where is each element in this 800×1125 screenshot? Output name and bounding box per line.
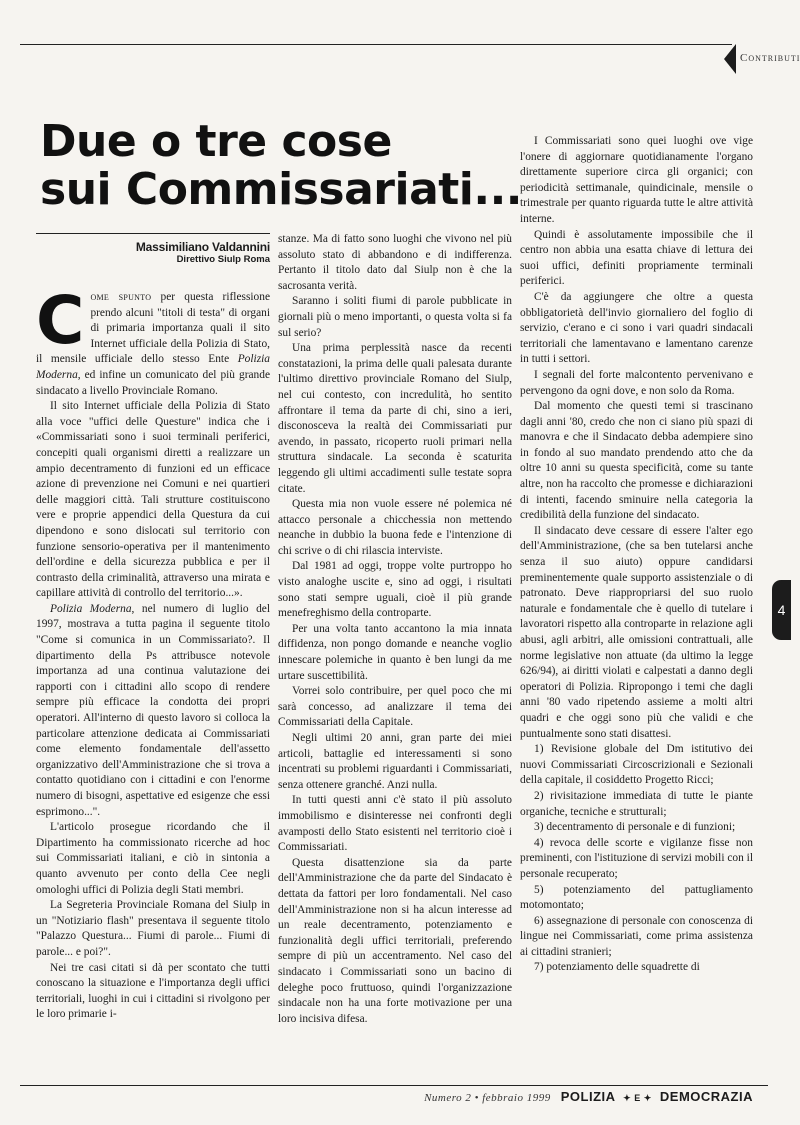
brand-separator: ✦ E ✦ — [623, 1093, 652, 1103]
list-item: 6) assegnazione di personale con conoscenza di lingue nei Commissariati, come prima assistenza ai cittadini stranieri; — [520, 914, 753, 958]
page-number-tab — [772, 580, 791, 640]
brand-polizia: POLIZIA — [560, 1089, 616, 1104]
footer — [424, 1089, 753, 1104]
paragraph: I Commissariati sono quei luoghi ove vige l'onere di aggiornare quotidianamente l'organo direttamente superiore circa gli organici; con periodicità settimanale, quindicinale, mensile o trimestrale per quanto riguarda tutte le altre attività interne. — [520, 135, 753, 225]
section-arrow-icon — [724, 44, 736, 74]
byline — [36, 233, 270, 265]
headline-line-2: sui Commissariati... — [40, 164, 523, 215]
lead-text: per questa riflessione prendo alcuni "titoli di testa" di organi di primaria importanza quali il sito Internet ufficiale della Polizia di Stato, il mensile ufficiale dello stesso Ente — [36, 291, 270, 366]
paragraph: La Segreteria Provinciale Romana del Siulp in un "Notiziario flash" presentava il seguente titolo "Palazzo Questura... Fiumi di parole... Fiumi di parole... e poi?". — [36, 899, 270, 958]
section-label: Contributi — [740, 52, 800, 64]
magazine-name: Polizia Moderna — [36, 353, 270, 381]
paragraph: Il sito Internet ufficiale della Polizia di Stato alla voce "uffici delle Questure" indica che i «Commissariati sono i suoi terminali periferici, concepiti quali organismi diretti a realizzare un ampio decentramento di funzioni ed un efficace azione di prevenzione nei Comuni e nei quartieri delle maggiori città. Tali strutture costituiscono vere e proprie appendici della Questura da cui dipendono e sono dislocati sul territorio con funzione sensorio-operativa per il mantenimento dell'ordine e della sicurezza pubblica e per il contrasto della criminalità, attraverso una mirata e capillare attività di controllo del territorio...». — [36, 400, 270, 600]
top-rule — [20, 44, 732, 45]
section-tab — [724, 44, 800, 74]
issue-info: Numero 2 • febbraio 1999 — [424, 1092, 551, 1104]
paragraph: Quindi è assolutamente impossibile che il centro non abbia una esatta chiave di lettura dei suoi uffici, definiti propriamente terminali periferici. — [520, 228, 753, 288]
article-headline — [40, 118, 530, 214]
paragraph: Dal momento che questi temi si trascinano dagli anni '80, credo che non ci siano più spazi di manovra e che il Sindacato debba adempiere sino in fondo al suo mandato prendendo atto che da oltre 10 anni su questa specificità, come su tante altre, non ha raccolto che promesse e dichiarazioni di intenti, facendo sminuire nella categoria la credibilità della funzione del sindacato. — [520, 400, 753, 522]
paragraph: Saranno i soliti fiumi di parole pubblicate in giornali più o meno importanti, o questa volta si fa sul serio? — [278, 295, 512, 339]
paragraph: Dal 1981 ad oggi, troppe volte purtroppo ho visto analoghe uscite e, sino ad oggi, i risultati sono stati sempre uguali, cioè il più grande menefreghismo della controparte. — [278, 560, 512, 620]
paragraph — [36, 602, 270, 820]
paragraph: I segnali del forte malcontento pervenivano e pervengono da ogni dove, e non solo da Roma. — [520, 368, 753, 397]
magazine-name: Polizia Moderna — [50, 602, 132, 615]
column-1 — [36, 282, 270, 1023]
list-item: 3) decentramento di personale e di funzioni; — [534, 821, 736, 834]
paragraph: stanze. Ma di fatto sono luoghi che vivono nel più assoluto stato di abbandono e di indifferenza. Pertanto il titolo dato dal Siulp non è che la sacrosanta verità. — [278, 233, 512, 292]
list-item: 5) potenziamento del pattugliamento motomontato; — [520, 883, 753, 912]
list-item: 7) potenziamento delle squadrette di — [534, 961, 700, 974]
paragraph: L'articolo prosegue ricordando che il Dipartimento ha commissionato ricerche ad hoc sui Commissariati italiani, e ciò in sintonia a quanto avvenuto per conto della Cee negli omologhi uffici di Polizia degli Stati membri. — [36, 821, 270, 896]
lead-paragraph — [36, 282, 270, 399]
paragraph: Questa disattenzione sia da parte dell'Amministrazione che da parte del Sindacato è dettata da fattori per loro fondamentali. Nel caso dell'Amministrazione non si ha alcun interesse ad un reale decentramento, potenziamento e funzionalità degli uffici territoriali, preferendo sempre di più un accentramento. Nel caso del sindacato i Commissariati sono un bacino di deleghe poco fruttuoso, quindi l'organizzazione sindacale non ha una forte motivazione per una loro incisiva difesa. — [278, 856, 512, 1025]
paragraph: In tutti questi anni c'è stato il più assoluto immobilismo e disinteresse nei confronti degli avamposti dello Stato esistenti nel territorio cioè i Commissariati. — [278, 794, 512, 854]
paragraph: Una prima perplessità nasce da recenti constatazioni, la prima delle quali palesata durante l'ultimo direttivo provinciale Romano del Siulp, nel cui contesto, con incredulità, ho sentito affrontare il tema da parte di chi, sino a ieri, disconosceva la realtà dei Commissariati pur avendo, in passato, ricoperto ruoli primari nella struttura sindacale. La seconda è scaturita leggendo gli ultimi accadimenti sulle testate sopra citate. — [278, 342, 512, 495]
author-role: Direttivo Siulp Roma — [176, 254, 270, 265]
paragraph: Vorrei solo contribuire, per quel poco che mi sarà concesso, ad analizzare il tema dei Commissariati della Capitale. — [278, 685, 512, 729]
paragraph-text: , nel numero di luglio del 1997, mostrava a tutta pagina il seguente titolo "Come si comunica in un Commissariato?. Il dipartimento della Ps attribusce notevole importanza ad una continua valutazione dei rapporti con i cittadini allo scopo di rendere sempre più efficace la condotta dei propri operatori. All'interno di questo lavoro si colloca la particolare attenzione dedicata ai Commissariati come elemento fondamentale dell'assetto organizzativo dell'Amministrazione che si trova a contatto quotidiano con i cittadini e con l'enorme numero di bisogni, aspettative ed esigenze che essi esprimono...". — [36, 602, 270, 818]
magazine-brand — [561, 1089, 753, 1104]
lead-small-caps: ome spunto — [90, 291, 152, 303]
page-number: 4 — [777, 602, 786, 618]
column-3 — [520, 134, 753, 976]
lead-text-end: , ed infine un comunicato del più grande sindacato a livello Provinciale Romano. — [36, 368, 270, 397]
drop-cap: C — [36, 282, 85, 359]
brand-democrazia: DEMOCRAZIA — [659, 1089, 753, 1104]
list-item: 1) Revisione globale del Dm istitutivo dei nuovi Commissariati Circoscrizionali e Sezionali della capitale, il cosiddetto Progetto Ricci; — [520, 743, 753, 787]
author-name: Massimiliano Valdannini — [135, 240, 270, 254]
headline-line-1: Due o tre cose — [40, 116, 392, 167]
paragraph: C'è da aggiungere che oltre a questa obbligatorietà dell'invio giornaliero del foglio di servizio, c'erano e ci sono i vari quadri sindacali territoriali che lamentavano e lamentano carenze in tutti i settori. — [520, 290, 753, 366]
column-2 — [278, 232, 512, 1027]
paragraph: Negli ultimi 20 anni, gran parte dei miei articoli, battaglie ed interessamenti si sono incentrati su problemi riguardanti i Commissariati, senza ottenere granché. Anzi nulla. — [278, 732, 512, 791]
list-item: 2) rivisitazione immediata di tutte le piante organiche, tecniche e strutturali; — [520, 789, 753, 818]
paragraph: Il sindacato deve cessare di essere l'alter ego dell'Amministrazione, (che sa ben tutelarsi anche senza il suo aiuto) oppure candidarsi preminentemente quale supporto assistenziale o di patronato. Deve riappropriarsi del suo ruolo naturale e fondamentale che è quello di tutelare i lavoratori rispetto alla controparte in relazione agli abusi, agli arbitri, alle omissioni contrattuali, alle norme legislative non attuate (da ultimo la legge 626/94), ai diritti violati e calpestati a danno degli operatori di Polizia. Ripropongo i temi che dagli anni '80 vado ripetendo assieme a molti altri quadri e che oggi sono più che validi e che puntualmente sono stati disattesi. — [520, 524, 753, 740]
paragraph: Per una volta tanto accantono la mia innata diffidenza, non pongo domande e neanche voglio innescare polemiche in quanto è ben lungi da me urtare suscettibilità. — [278, 622, 512, 682]
list-item: 4) revoca delle scorte e vigilanze fisse non preminenti, con l'istituzione di servizi mobili con il personale recuperato; — [520, 836, 753, 880]
bottom-rule — [20, 1085, 768, 1086]
paragraph: Questa mia non vuole essere né polemica né attacco personale a chicchessia non mettendo neanche in dubbio la buona fede e l'intenzione di chi scrive o di chi rilascia interviste. — [278, 498, 512, 557]
paragraph: Nei tre casi citati si dà per scontato che tutti conoscano la situazione e l'importanza degli uffici territoriali, luoghi in cui i cittadini si rivolgono per le loro primarie i- — [36, 961, 270, 1021]
